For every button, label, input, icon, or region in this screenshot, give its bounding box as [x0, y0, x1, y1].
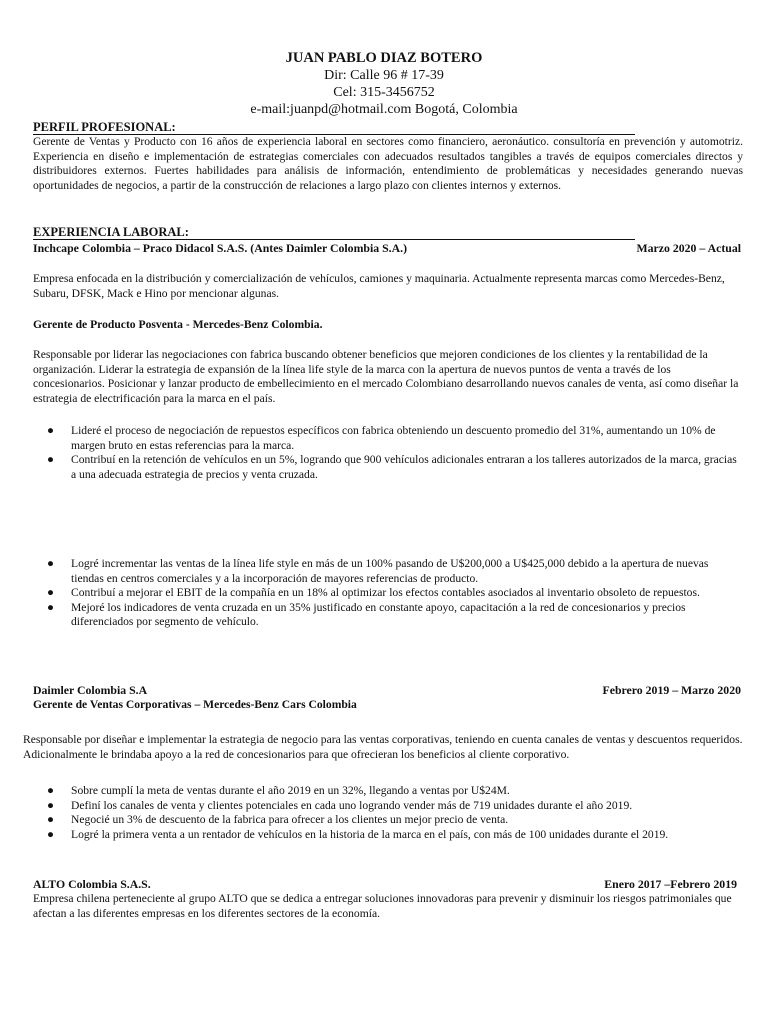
bullet-icon: ● — [47, 453, 55, 467]
job1-header — [33, 241, 741, 256]
job3-header — [33, 877, 737, 892]
job1-role: Gerente de Producto Posventa - Mercedes-Benz Colombia. — [33, 318, 323, 331]
list-item-text: Sobre cumplí la meta de ventas durante el año 2019 en un 32%, llegando a ventas por U$24M. — [71, 784, 510, 797]
perfil-text: Gerente de Ventas y Producto con 16 años de experiencia laboral en sectores como financiero, aeronáutico. consultoría en prevención y automotriz. Experiencia en diseño e implementación de estrategias comerciales con adecuados resultados tangibles a través de equipos comerciales directos y distribuidores externos. Fuertes habilidades para análisis de información, entendimiento de problemáticas y necesidades generando nuevas oportunidades de negocios, a partir de la construcción de relaciones a largo plazo con clientes internos y externos. — [33, 135, 743, 192]
bullet-icon: ● — [47, 798, 55, 812]
list-item — [33, 557, 741, 586]
job2-role: Gerente de Ventas Corporativas – Mercedes-Benz Cars Colombia — [33, 698, 357, 711]
job2-achievements — [33, 784, 741, 842]
email-city: e-mail:juanpd@hotmail.com Bogotá, Colombia — [250, 102, 518, 117]
list-item-text: Lideré el proceso de negociación de repuestos específicos con fabrica obteniendo un descuento promedio del 31%, aumentando un 10% de margen bruto en estas referencias para la marca. — [71, 424, 716, 452]
bullet-icon: ● — [47, 827, 55, 841]
bullet-icon: ● — [47, 586, 55, 600]
job2-responsibilities: Responsable por diseñar e implementar la estrategia de negocio para las ventas corporativas, teniendo en cuenta canales de ventas y descuentos requeridos. Adicionalmente le brindaba apoyo a la red de concesionarios para que ofrecieran los beneficios al cliente corporativo. — [23, 733, 743, 761]
list-item-text: Contribuí a mejorar el EBIT de la compañía en un 18% al optimizar los efectos contables asociados al inventario obsoleto de repuestos. — [71, 586, 700, 600]
list-item-text: Definí los canales de venta y clientes potenciales en cada uno logrando vender más de 719 unidades durante el año 2019. — [71, 798, 633, 812]
job2-dates: Febrero 2019 – Marzo 2020 — [602, 683, 741, 697]
list-item — [33, 453, 741, 482]
list-item — [33, 784, 741, 799]
job1-description: Empresa enfocada en la distribución y comercialización de vehículos, camiones y maquinaria. Actualmente representa marcas como Mercedes-Benz, Subaru, DFSK, Mack e Hino por mencionar algunas. — [33, 272, 725, 300]
job3-dates: Enero 2017 –Febrero 2019 — [604, 877, 737, 891]
job2-header — [33, 683, 741, 698]
list-item — [33, 828, 741, 843]
job1-achievements-a — [33, 424, 741, 482]
bullet-icon: ● — [47, 557, 55, 570]
list-item — [33, 586, 741, 601]
list-item-text: Logré incrementar las ventas de la línea life style en más de un 100% pasando de U$200,000 a U$425,000 debido a la apertura de nuevas tiendas en centros comerciales y a la incorporación de mayores referencias de producto. — [71, 557, 709, 585]
bullet-icon: ● — [47, 600, 55, 614]
experiencia-section-title: EXPERIENCIA LABORAL: — [33, 226, 635, 240]
bullet-icon: ● — [47, 813, 55, 827]
candidate-name: JUAN PABLO DIAZ BOTERO — [285, 50, 483, 66]
list-item — [33, 424, 741, 453]
list-item — [33, 813, 741, 828]
list-item-text: Contribuí en la retención de vehículos en un 5%, logrando que 900 vehículos adicionales entraran a los talleres autorizados de la marca, gracias a una adecuada estrategia de precios y venta cruzada. — [71, 453, 737, 481]
list-item-text: Logré la primera venta a un rentador de vehículos en la historia de la marca en el país, con más de 100 unidades durante el 2019. — [71, 827, 669, 841]
job3-description: Empresa chilena perteneciente al grupo ALTO que se dedica a entregar soluciones innovadoras para prevenir y disminuir los riesgos patrimoniales que afectan a las diferentes empresas en los diferentes sectores de la economía. — [33, 892, 732, 920]
job3-company: ALTO Colombia S.A.S. — [33, 877, 151, 891]
list-item-text: Negocié un 3% de descuento de la fabrica para ofrecer a los clientes un mejor precio de venta. — [71, 813, 509, 827]
list-item — [33, 799, 741, 814]
job2-company: Daimler Colombia S.A — [33, 683, 148, 697]
phone: Cel: 315-3456752 — [333, 85, 435, 100]
bullet-icon: ● — [47, 424, 55, 437]
list-item-text: Mejoré los indicadores de venta cruzada en un 35% justificado en constante apoyo, capacitación a la red de concesionarios y precios diferenciados por segmento de vehículo. — [71, 600, 686, 629]
address: Dir: Calle 96 # 17-39 — [324, 68, 444, 83]
job1-dates: Marzo 2020 – Actual — [636, 241, 741, 255]
perfil-section-title: PERFIL PROFESIONAL: — [33, 121, 635, 135]
bullet-icon: ● — [47, 784, 55, 797]
list-item — [33, 601, 741, 630]
job1-responsibilities: Responsable por liderar las negociaciones con fabrica buscando obtener beneficios que mejoren condiciones de los clientes y la rentabilidad de la organización. Liderar la estrategia de expansión de la línea life style de la marca con la apertura de nuevos puntos de venta a través de los concesionarios. Posicionar y lanzar producto de embellecimiento en el mercado Colombiano desarrollando nuevos canales de venta, así como diseñar la estrategia de electrificación para la marca en el país. — [33, 348, 739, 405]
job1-company: Inchcape Colombia – Praco Didacol S.A.S. (Antes Daimler Colombia S.A.) — [33, 241, 407, 255]
job1-achievements-b — [33, 557, 741, 630]
